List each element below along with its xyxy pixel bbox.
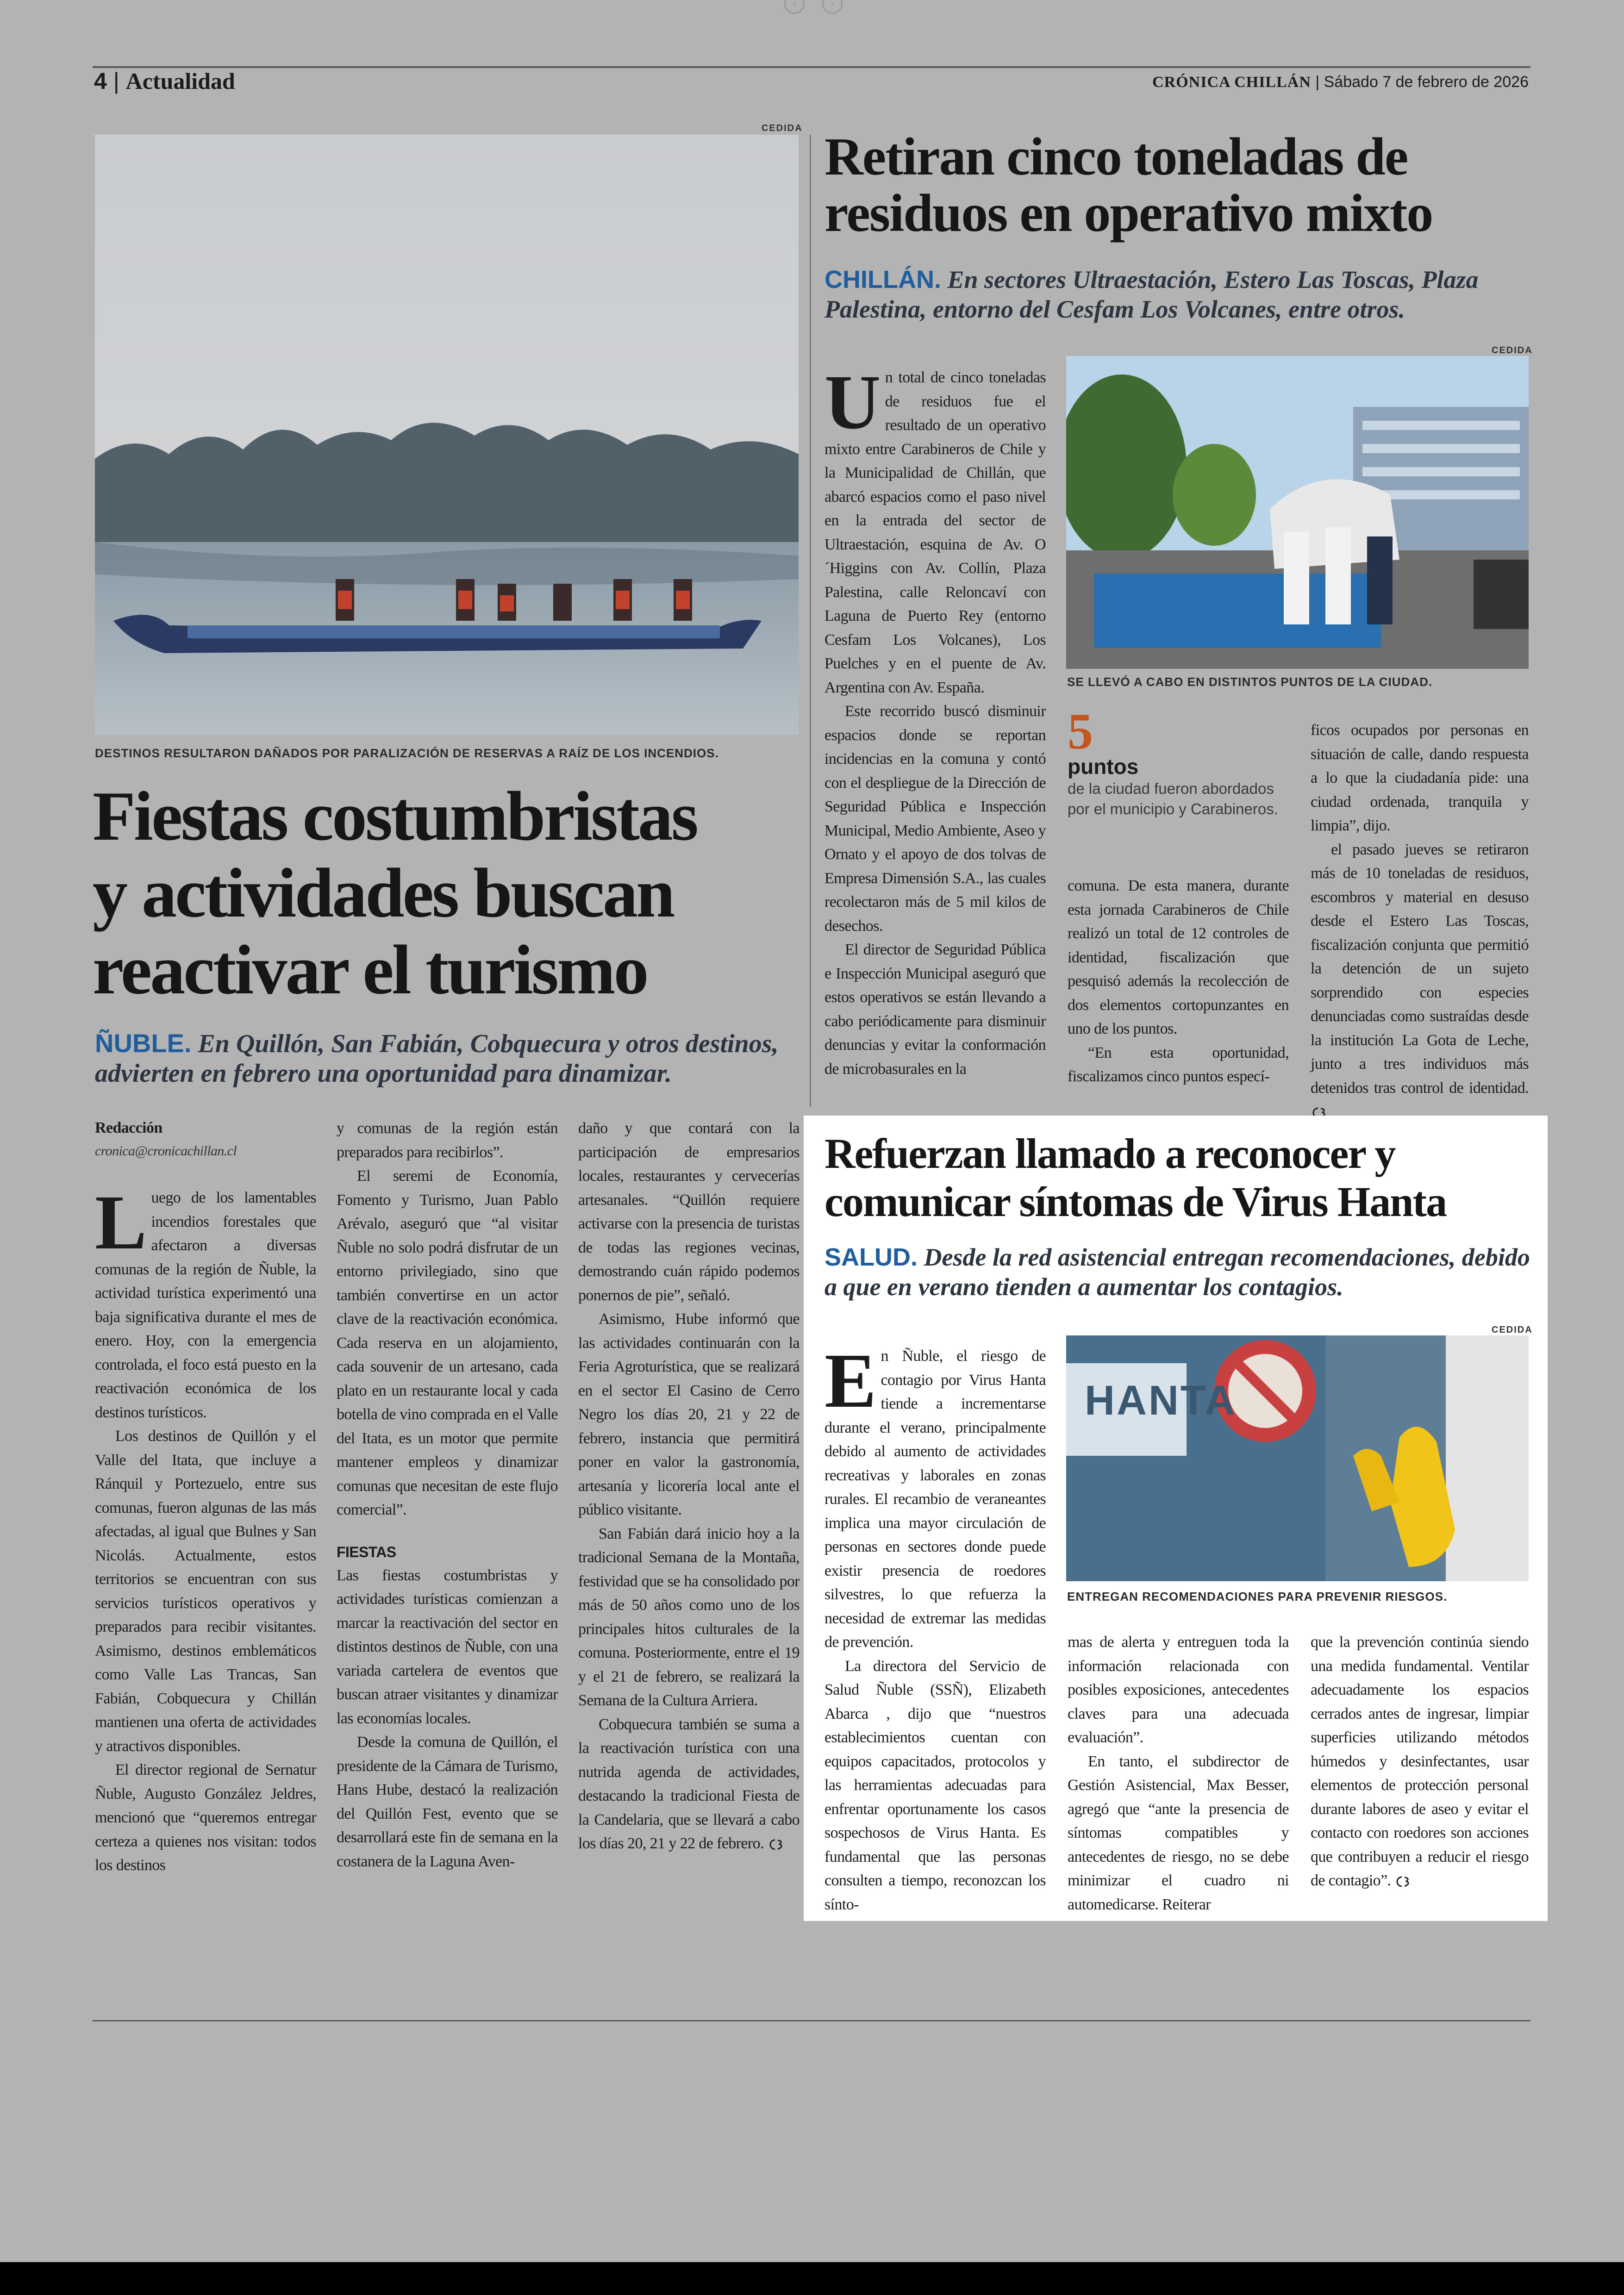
paper-name: CRÓNICA CHILLÁN [1152,74,1311,91]
headline-line: reactivar el turismo [93,931,647,1009]
next-page-button[interactable]: › [822,0,843,14]
stat-number: 5 [1068,703,1093,760]
article-column-2 [1068,1630,1289,1916]
article-subhead [824,265,1528,324]
paragraph: ficos ocupados por personas en situación de calle, dando respuesta a lo que la ciudadanía pide: una ciudad ordenada, tranquila y limpia”, dijo. [1311,722,1529,834]
paragraph: “En esta oportunidad, fiscalizamos cinco puntos especí- [1068,1044,1289,1085]
headline-line: y actividades buscan [93,854,674,932]
paragraph: La directora del Servicio de Salud Ñuble (SSÑ), Elizabeth Abarca , dijo que “nuestros establecimientos cuentan con equipos capacitados, protocolos y las herramientas adecuadas para enfrentar oportunamente los casos sospechosos de Virus Hanta. Es fundamental que las personas consulten a tiempo, reconozcan los sínto- [824,1657,1046,1913]
paragraph: El seremi de Economía, Fomento y Turismo, Juan Pablo Arévalo, aseguró que “al visitar Ñuble no solo podrá disfrutar de un entorno privilegiado, sino que también convertirse en un actor clave de la reactivación económica. Cada reserva en un alojamiento, cada souvenir de un artesano, cada plato en un restaurante local y cada botella de vino comprada en el Valle del Itata, es un motor que permite mantener empleos y dinamizar comunas que necesitan de este flujo comercial”. [337,1167,558,1518]
photo-credit: CEDIDA [1492,345,1533,355]
headline-line: Fiestas costumbristas [93,777,697,855]
photo-caption: SE LLEVÓ A CABO EN DISTINTOS PUNTOS DE LA CIUDAD. [1067,675,1433,689]
kicker: ÑUBLE. [95,1029,192,1058]
kicker: SALUD. [824,1243,918,1271]
drop-cap: L [95,1179,147,1266]
paper-meta: CRÓNICA CHILLÁN | Sábado 7 de febrero de 2026 [1152,73,1529,91]
byline-email[interactable]: cronica@cronicachillan.cl [95,1143,237,1159]
issue-date: Sábado 7 de febrero de 2026 [1324,73,1529,91]
paragraph: Desde la comuna de Quillón, el presidente de la Cámara de Turismo, Hans Hube, destacó la realización del Quillón Fest, evento que se desarrollará este fin de semana en la costanera de la Laguna Aven- [337,1734,558,1870]
article-column-2 [1068,874,1289,1089]
article-column-3 [578,1116,800,1856]
article-column-1 [95,1116,316,1877]
paragraph: Los destinos de Quillón y el Valle del Itata, que incluye a Ránquil y Portezuelo, entre sus comunas, fueron algunas de las más afectadas, al igual que Bulnes y San Nicolás. Actualmente, estos territorios se encuentran con sus servicios turísticos operativos y preparados para recibir visitantes. Asimismo, destinos emblemáticos como Valle Las Trancas, San Fabián, Cobquecura y Chillán mantienen una oferta de actividades y atractivos disponibles. [95,1428,316,1755]
viewer-bottom-bar [0,2262,1624,2295]
article-subhead [824,1242,1537,1302]
paragraph: El director de Seguridad Pública e Inspección Municipal aseguró que estos operativos se están llevando a cabo periódicamente para disminuir denuncias y evitar la conformación de microbasurales en la [824,941,1046,1078]
headline-line: residuos en operativo mixto [824,184,1433,243]
dragon-boat-photo [95,135,799,735]
paragraph: comuna. De esta manera, durante esta jornada Carabineros de Chile realizó un total de 12 controles de identidad, fiscalización que pesquisó además la recolección de dos elementos cortopunzantes en uno de los puntos. [1068,877,1289,1037]
headline-line: comunicar síntomas de Virus Hanta [824,1178,1447,1225]
paragraph: n total de cinco toneladas de residuos fue el resultado de un operativo mixto entre Carabineros de Chile y la Municipalidad de Chillán, que abarcó espacios como el paso nivel en la entrada del sector de Ultraestación, esquina de Av. O´Higgins con Av. Collín, Plaza Palestina, calle Reloncaví con Laguna de Puerto Rey (entorno Cesfam Los Volcanes), Los Puelches y en el puente de Av. Argentina con Av. España. [824,369,1046,696]
paragraph: y comunas de la región están preparados para recibirlos”. [337,1120,558,1161]
article-headline [824,129,1432,242]
cleanup-operation-photo [1066,356,1529,669]
article-column-2 [337,1116,558,1873]
page-number: 4 [94,68,107,94]
photo-caption: ENTREGAN RECOMENDACIONES PARA PREVENIR RIESGOS. [1067,1590,1448,1603]
paragraph: uego de los lamentables incendios forestales que afectaron a diversas comunas de la región de Ñuble, la actividad turística experimentó una baja significativa durante el mes de enero. Hoy, con la emergencia controlada, el foco está puesto en la reactivación económica de los destinos turísticos. [95,1189,316,1421]
article-column-3 [1311,718,1529,1124]
photo-credit: CEDIDA [1492,1325,1533,1335]
paragraph: n Ñuble, el riesgo de contagio por Virus Hanta tiende a incrementarse durante el verano, principalmente debido al aumento de actividades recreativas y laborales en zonas rurales. El recambio de veraneantes implica una mayor circulación de personas en sectores donde puede existir presencia de roedores silvestres, lo que refuerza la necesidad de extremar las medidas de prevención. [824,1347,1046,1651]
paragraph: Cobquecura también se suma a la reactivación turística con una nutrida agenda de actividades, destacando la tradicional Fiesta de la Candelaria, que se llevará a cabo los días 20, 21 y 22 de febrero. [578,1715,800,1852]
prev-page-button[interactable]: ‹ [784,0,805,14]
hanta-gloves-photo [1066,1335,1529,1581]
paragraph: San Fabián dará inicio hoy a la tradicional Semana de la Montaña, festividad que se ha consolidado por más de 50 años como uno de los principales hitos culturales de la comuna. Posteriormente, entre el 19 y el 21 de febrero, se realizará la Semana de la Cultura Arriera. [578,1525,800,1709]
paragraph: daño y que contará con la participación de empresarios locales, restaurantes y cervecerías artesanales. “Quillón requiere activarse con la presencia de turistas de todas las regiones vecinas, demostrando cuán rápido podemos ponernos de pie”, señaló. [578,1120,800,1304]
section-subheading: FIESTAS [337,1543,396,1560]
paragraph: Las fiestas costumbristas y actividades turísticas comienzan a marcar la reactivación del sector en distintos destinos de Ñuble, con una variada cartelera de eventos que buscan atraer visitantes y dinamizar las economías locales. [337,1566,558,1727]
paragraph: En tanto, el subdirector de Gestión Asistencial, Max Besser, agregó que “ante la presencia de síntomas compatibles y antecedentes de riesgo, no se debe minimizar el cuadro ni automedicarse. Reiterar [1068,1752,1289,1913]
end-mark-icon [768,1838,786,1851]
footer-rule [93,2020,1530,2021]
article-column-1 [824,359,1046,1081]
photo-credit: CEDIDA [762,123,803,133]
article-headline [93,778,697,1008]
paragraph: mas de alerta y entreguen toda la información relacionada con posibles exposiciones, antecedentes claves para una adecuada evaluación”. [1068,1634,1289,1746]
paragraph: que la prevención continúa siendo una medida fundamental. Ventilar adecuadamente los espacios cerrados antes de ingresar, limpiar superficies utilizando métodos húmedos y desinfectantes, usar elementos de protección personal durante labores de aseo y evitar el contacto con roedores son acciones que contribuyen a reducir el riesgo de contagio”. [1311,1634,1529,1889]
article-headline [824,1129,1446,1226]
headline-line: Refuerzan llamado a reconocer y [824,1130,1395,1177]
kicker: CHILLÁN. [824,266,941,293]
article-subhead [95,1029,799,1088]
section-label: 4 | Actualidad [94,68,235,94]
paragraph: El director regional de Sernatur Ñuble, Augusto González Jeldres, mencionó que “queremos entregar certeza a quienes nos visitan: todos los destinos [95,1761,316,1874]
header-rule [93,66,1530,68]
stat-description: de la ciudad fueron abordados por el municipio y Carabineros. [1068,780,1278,817]
section-name: Actualidad [125,68,235,94]
drop-cap: E [824,1338,876,1424]
headline-line: Retiran cinco toneladas de [824,127,1408,187]
subhead-text: En sectores Ultraestación, Estero Las Toscas, Plaza Palestina, entorno del Cesfam Los Volcanes, entre otros. [824,266,1479,323]
end-mark-icon [1394,1875,1413,1888]
column-divider [810,135,811,1107]
stat-unit: puntos [1068,755,1139,779]
subhead-text: Desde la red asistencial entregan recomendaciones, debido a que en verano tienden a aumentar los contagios. [824,1243,1530,1301]
paragraph: el pasado jueves se retiraron más de 10 toneladas de residuos, escombros y material en desuso desde el Estero Las Toscas, fiscalización conjunta que permitió la detención de un sujeto sorprendido con especies denunciadas como sustraídas desde la institución La Gota de Leche, junto a tres individuos más detenidos tras control de identidad. [1311,841,1529,1097]
subhead-text: En Quillón, San Fabián, Cobquecura y otros destinos, advierten en febrero una oportunidad para dinamizar. [95,1029,779,1088]
article-column-1 [824,1338,1046,1916]
photo-sign-text: HANTA [1085,1378,1237,1424]
photo-caption: DESTINOS RESULTARON DAÑADOS POR PARALIZACIÓN DE RESERVAS A RAÍZ DE LOS INCENDIOS. [95,746,719,760]
highlight-stat [1068,703,1289,819]
byline: Redacción [95,1119,162,1136]
paragraph: Este recorrido buscó disminuir espacios donde se reportan incidencias en la comuna y contó con el despliegue de la Dirección de Seguridad Pública e Inspección Municipal, Medio Ambiente, Aseo y Ornato y el apoyo de dos tolvas de Empresa Dimensión S.A., las cuales recolectaron más de 5 mil kilos de desechos. [824,703,1046,935]
drop-cap: U [824,359,881,445]
article-column-3 [1311,1630,1529,1893]
paragraph: Asimismo, Hube informó que las actividades continuarán con la Feria Agroturística, que se realizará en el sector El Casino de Cerro Negro los días 20, 21 y 22 de febrero, instancia que permitirá poner en valor la gastronomía, artesanía y licorería local ante el público visitante. [578,1310,800,1518]
